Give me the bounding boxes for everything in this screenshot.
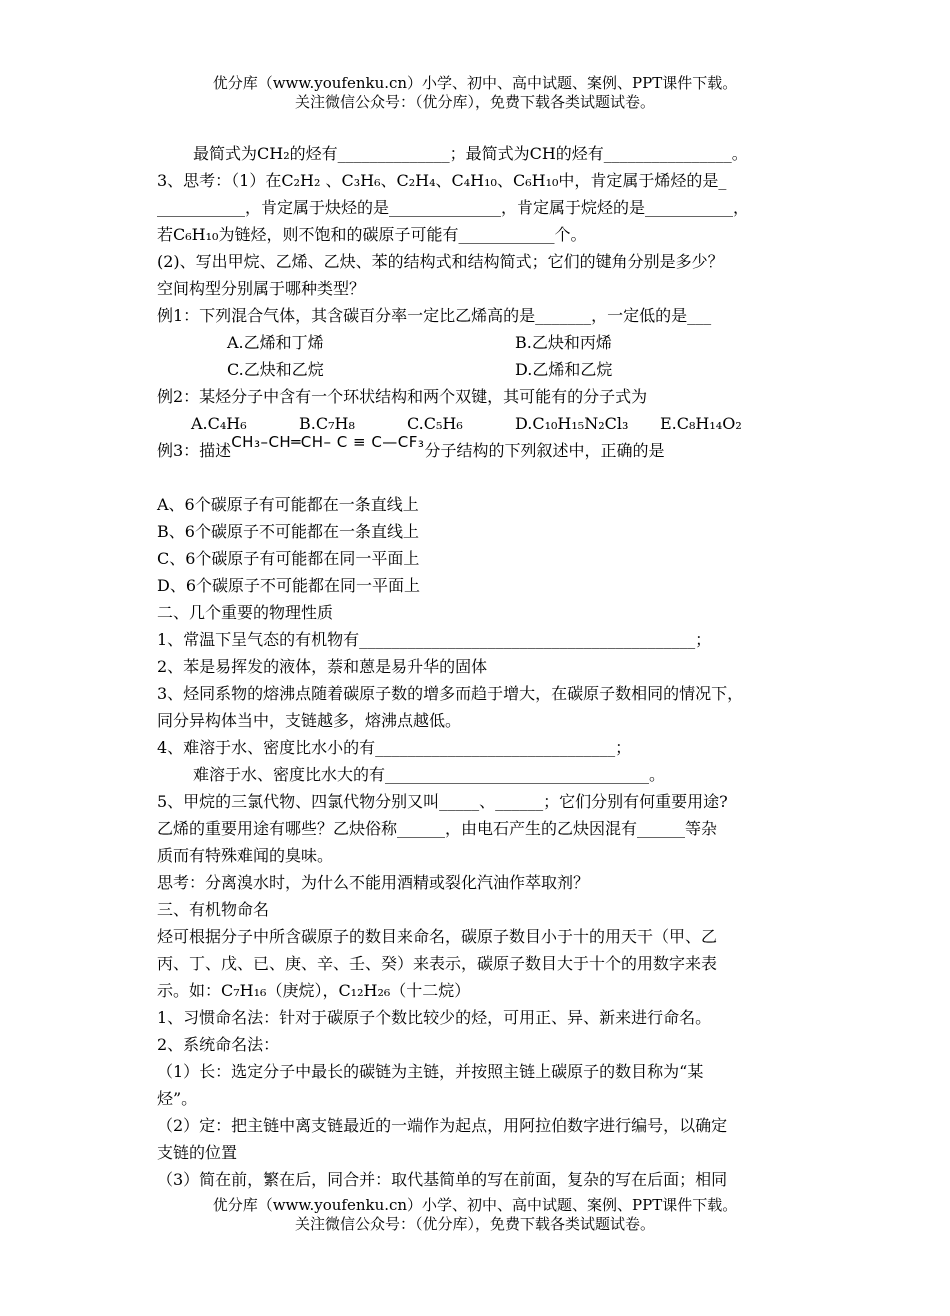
text-line: 4、难溶于水、密度比水小的有______________________________； — [157, 738, 632, 757]
section-heading: 二、几个重要的物理性质 — [157, 603, 334, 622]
footer-line-1: 优分库（www.youfenku.cn）小学、初中、高中试题、案例、PPT课件下载。 — [212, 1196, 738, 1214]
text-line: 难溶于水、密度比水大的有_________________________________。 — [193, 765, 666, 784]
text-line: 1、常温下呈气态的有机物有__________________________________________； — [157, 630, 712, 649]
text-line: (2)、写出甲烷、乙烯、乙炔、苯的结构式和结构简式；它们的键角分别是多少？ — [157, 252, 724, 271]
text-line: 2、系统命名法： — [157, 1035, 280, 1054]
formula-option: D.C₁₀H₁₅N₂Cl₃ — [515, 414, 629, 433]
text-line: 3、烃同系物的熔沸点随着碳原子数的增多而趋于增大，在碳原子数相同的情况下， — [157, 684, 744, 703]
answer-option: D、6个碳原子不可能都在同一平面上 — [157, 576, 421, 595]
example-3-suffix: 分子结构的下列叙述中，正确的是 — [424, 441, 665, 460]
option-a: A.乙烯和丁烯 — [227, 333, 324, 352]
question-example-1: 例1：下列混合气体，其含碳百分率一定比乙烯高的是_______，一定低的是___ — [157, 306, 712, 325]
footer-line-2: 关注微信公众号：（优分库），免费下载各类试题试卷。 — [294, 1215, 655, 1233]
formula-option: E.C₈H₁₄O₂ — [660, 414, 742, 433]
header-line-2: 关注微信公众号：（优分库），免费下载各类试题试卷。 — [294, 93, 655, 111]
text-line: 5、甲烷的三氯代物、四氯代物分别又叫_____、______；它们分别有何重要用途? — [157, 792, 728, 811]
answer-option: A、6个碳原子有可能都在一条直线上 — [157, 495, 419, 514]
option-b: B.乙炔和丙烯 — [515, 333, 612, 352]
structural-formula: CH₃–CH═CH– C ≡ C—CF₃ — [231, 433, 425, 451]
text-line: 示。如：C₇H₁₆（庚烷），C₁₂H₂₆（十二烷） — [157, 981, 471, 1000]
question-example-3 — [157, 433, 807, 464]
example-3-prefix: 例3：描述 — [157, 441, 232, 460]
text-line: 空间构型分别属于哪种类型？ — [157, 279, 366, 298]
section-heading: 三、有机物命名 — [157, 900, 270, 919]
text-line: 同分异构体当中，支链越多，熔沸点越低。 — [157, 711, 462, 730]
text-line: 2、苯是易挥发的液体，萘和蒽是易升华的固体 — [157, 657, 488, 676]
text-line: 烃可根据分子中所含碳原子的数目来命名，碳原子数目小于十的用天干（甲、乙 — [157, 927, 718, 946]
header-line-1: 优分库（www.youfenku.cn）小学、初中、高中试题、案例、PPT课件下载。 — [212, 74, 738, 92]
option-c: C.乙炔和乙烷 — [227, 360, 324, 379]
formula-option: A.C₄H₆ — [191, 414, 247, 433]
document-body — [157, 140, 807, 1193]
option-d: D.乙烯和乙烷 — [515, 360, 613, 379]
page-footer — [0, 1196, 950, 1234]
formula-option: C.C₅H₆ — [407, 414, 463, 433]
answer-option: C、6个碳原子有可能都在同一平面上 — [157, 549, 420, 568]
answer-option: B、6个碳原子不可能都在一条直线上 — [157, 522, 419, 541]
text-line: 若C₆H₁₀为链烃，则不饱和的碳原子可能有____________个。 — [157, 225, 587, 244]
text-line: 支链的位置 — [157, 1143, 238, 1162]
question-example-2: 例2：某烃分子中含有一个环状结构和两个双键，其可能有的分子式为 — [157, 387, 648, 406]
page-header — [0, 74, 950, 112]
text-line: 3、思考：（1）在C₂H₂ 、C₃H₆、C₂H₄、C₄H₁₀、C₆H₁₀中，肯定属于烯烃的是_ — [157, 171, 727, 190]
text-line: 质而有特殊难闻的臭味。 — [157, 846, 334, 865]
text-line: ___________，肯定属于炔烃的是______________，肯定属于烷烃的是___________， — [157, 198, 750, 217]
text-line: 乙烯的重要用途有哪些？乙炔俗称______，由电石产生的乙炔因混有______等杂 — [157, 819, 718, 838]
text-line: （2）定：把主链中离支链最近的一端作为起点，用阿拉伯数字进行编号，以确定 — [157, 1116, 728, 1135]
spacer — [157, 464, 807, 491]
text-line: 丙、丁、戊、已、庚、辛、壬、癸）来表示，碳原子数目大于十个的用数字来表 — [157, 954, 718, 973]
options-row — [157, 356, 807, 383]
text-line: （1）长：选定分子中最长的碳链为主链，并按照主链上碳原子的数目称为“某 — [157, 1062, 704, 1081]
text-line: 思考：分离溴水时，为什么不能用酒精或裂化汽油作萃取剂？ — [157, 873, 590, 892]
options-row — [157, 329, 807, 356]
text-line: 1、习惯命名法：针对于碳原子个数比较少的烃，可用正、异、新来进行命名。 — [157, 1008, 712, 1027]
text-line: 最简式为CH₂的烃有______________；最简式为CH的烃有________________。 — [193, 144, 748, 163]
text-line: （3）简在前，繁在后，同合并：取代基简单的写在前面，复杂的写在后面；相同 — [157, 1170, 728, 1189]
formula-option: B.C₇H₈ — [299, 414, 355, 433]
text-line: 烃”。 — [157, 1089, 198, 1108]
